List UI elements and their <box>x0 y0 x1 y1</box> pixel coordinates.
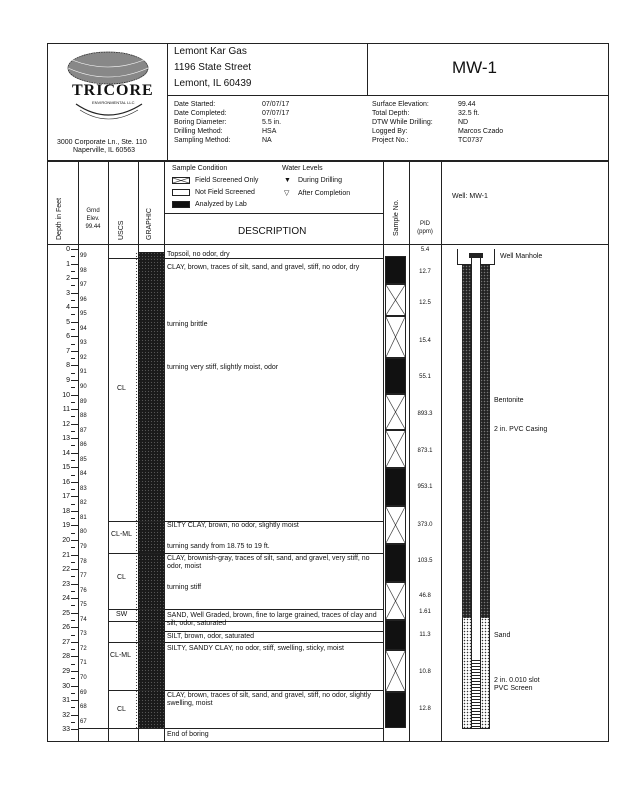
elevation-label: 93 <box>80 340 87 347</box>
depth-tick-label: 14 <box>62 449 70 457</box>
info-value: HSA <box>262 128 277 135</box>
depth-tick <box>71 395 78 396</box>
elevation-label: 83 <box>80 485 87 492</box>
depth-tick-label: 6 <box>66 333 70 341</box>
sample-interval <box>385 316 406 358</box>
depth-minor-tick <box>71 373 75 374</box>
depth-minor-tick <box>71 707 75 708</box>
elevation-label: 96 <box>80 296 87 303</box>
depth-tick <box>71 555 78 556</box>
well-bottom <box>462 728 490 729</box>
depth-tick-label: 24 <box>62 595 70 603</box>
col-line <box>383 161 384 742</box>
depth-tick-label: 31 <box>62 697 70 705</box>
well-id-title: MW-1 <box>452 58 498 77</box>
depth-minor-tick <box>71 533 75 534</box>
depth-tick-label: 30 <box>62 682 70 690</box>
depth-tick <box>71 656 78 657</box>
pid-value: 1.61 <box>419 609 431 615</box>
depth-minor-tick <box>71 271 75 272</box>
elevation-label: 71 <box>80 660 87 667</box>
column-header-bottom <box>47 244 609 245</box>
layer-boundary <box>164 631 383 632</box>
depth-minor-tick <box>71 649 75 650</box>
depth-tick <box>71 453 78 454</box>
depth-tick-label: 13 <box>62 435 70 443</box>
pid-value: 12.5 <box>419 300 431 306</box>
description-text: CLAY, brownish-gray, traces of silt, sand, and gravel, very stiff, no odor, moist <box>167 555 370 570</box>
depth-tick-label: 19 <box>62 522 70 530</box>
depth-tick <box>71 351 78 352</box>
elevation-label: 79 <box>80 544 87 550</box>
depth-tick <box>71 380 78 381</box>
site-name: Lemont Kar Gas <box>174 46 247 57</box>
well-screen <box>471 658 481 728</box>
elevation-label: 82 <box>80 500 87 507</box>
company-address-2: Naperville, IL 60563 <box>73 147 136 154</box>
col-elev-title: Grnd Elev. 99.44 <box>85 208 101 230</box>
info-label: DTW While Drilling: <box>372 119 433 126</box>
depth-minor-tick <box>71 402 75 403</box>
depth-minor-tick <box>71 416 75 417</box>
depth-tick <box>71 715 78 716</box>
description-text: turning sandy from 18.75 to 19 ft. <box>167 543 270 550</box>
depth-minor-tick <box>71 475 75 476</box>
depth-tick-label: 16 <box>62 478 70 486</box>
logo-text: TRICORE <box>72 82 154 99</box>
company-address-1: 3000 Corporate Ln., Ste. 110 <box>57 139 147 146</box>
legend-bottom <box>164 213 383 214</box>
triangle-down-outline-icon: ▽ <box>284 190 290 197</box>
depth-tick-label: 8 <box>66 362 70 370</box>
depth-minor-tick <box>71 635 75 636</box>
depth-minor-tick <box>71 562 75 563</box>
depth-tick-label: 1 <box>66 260 70 268</box>
info-value: NA <box>262 137 272 144</box>
logo-subtext: ENVIRONMENTAL LLC <box>92 100 135 105</box>
elevation-label: 90 <box>80 383 87 390</box>
depth-tick-label: 9 <box>66 376 70 384</box>
sample-interval <box>385 620 406 650</box>
depth-tick-label: 7 <box>66 347 70 355</box>
depth-minor-tick <box>71 504 75 505</box>
pid-value: 893.3 <box>417 411 433 417</box>
description-text: CLAY, brown, traces of silt, sand, and gravel, stiff, no odor, slightly swelling, moist <box>167 692 371 707</box>
info-label: Logged By: <box>372 128 408 135</box>
depth-minor-tick <box>71 431 75 432</box>
pid-value: 103.5 <box>417 558 433 564</box>
depth-tick <box>71 424 78 425</box>
elevation-label: 97 <box>80 282 87 289</box>
elevation-label: 98 <box>80 267 87 274</box>
pid-value: 55.1 <box>419 374 431 380</box>
sample-interval <box>385 468 406 506</box>
col-depth-title: Depth in Feet <box>56 197 63 240</box>
uscs-label: CL-ML <box>111 531 133 538</box>
col-sample-title: Sample No. <box>393 199 400 236</box>
well-casing <box>471 258 481 658</box>
depth-minor-tick <box>71 387 75 388</box>
depth-tick-label: 29 <box>62 667 70 675</box>
depth-tick-label: 4 <box>66 304 70 312</box>
sample-interval <box>385 544 406 582</box>
col-well-title: Well: MW-1 <box>452 193 488 200</box>
legend-not-screened: Not Field Screened <box>195 189 255 196</box>
elevation-label: 84 <box>80 471 87 478</box>
depth-tick-label: 27 <box>62 638 70 646</box>
depth-tick <box>71 598 78 599</box>
description-text: End of boring <box>167 731 209 738</box>
sample-interval <box>385 650 406 692</box>
col-pid-title: PID (ppm) <box>417 221 433 235</box>
elevation-label: 67 <box>80 718 87 725</box>
depth-minor-tick <box>71 256 75 257</box>
elevation-label: 76 <box>80 587 87 594</box>
sample-interval <box>385 358 406 394</box>
legend-analyzed: Analyzed by Lab <box>195 201 247 208</box>
elevation-label: 74 <box>80 616 87 623</box>
depth-tick-label: 17 <box>62 493 70 501</box>
info-value: 32.5 ft. <box>458 110 480 117</box>
uscs-label: CL <box>117 385 126 392</box>
depth-minor-tick <box>71 489 75 490</box>
uscs-label: SW <box>116 611 128 618</box>
site-city: Lemont, IL 60439 <box>174 78 252 89</box>
depth-tick <box>71 438 78 439</box>
depth-tick <box>71 613 78 614</box>
legend-water-after: After Completion <box>298 190 351 197</box>
depth-tick <box>71 584 78 585</box>
col-line <box>108 161 109 742</box>
depth-tick <box>71 540 78 541</box>
depth-tick-label: 23 <box>62 580 70 588</box>
depth-tick-label: 26 <box>62 624 70 632</box>
depth-tick <box>71 686 78 687</box>
info-label: Date Completed: <box>174 110 227 117</box>
col-line <box>164 161 165 742</box>
elevation-label: 70 <box>80 674 87 681</box>
depth-tick <box>71 511 78 512</box>
triangle-down-filled-icon: ▼ <box>284 177 291 184</box>
depth-tick <box>71 409 78 410</box>
depth-tick-label: 20 <box>62 537 70 544</box>
sample-interval <box>385 692 406 728</box>
pid-value: 10.8 <box>419 669 431 675</box>
depth-tick <box>71 336 78 337</box>
legend-sample-title: Sample Condition <box>172 165 228 172</box>
depth-tick-label: 18 <box>62 507 70 515</box>
depth-tick <box>71 322 78 323</box>
depth-tick-label: 10 <box>62 391 70 399</box>
depth-tick <box>71 496 78 497</box>
pid-value: 12.7 <box>419 269 431 275</box>
layer-boundary <box>78 728 383 729</box>
col-description-title: DESCRIPTION <box>238 226 307 237</box>
info-label: Project No.: <box>372 137 409 144</box>
depth-minor-tick <box>71 678 75 679</box>
well-label-screen: 2 in. 0.010 slot <box>494 677 540 684</box>
depth-minor-tick <box>71 445 75 446</box>
depth-tick <box>71 627 78 628</box>
depth-tick <box>71 365 78 366</box>
description-text: Topsoil, no odor, dry <box>167 251 230 258</box>
soil-graphic-left-edge <box>135 252 139 728</box>
company-logo <box>58 46 158 132</box>
legend-analyzed-swatch <box>172 201 190 208</box>
description-text: SILT, brown, odor, saturated <box>167 633 255 640</box>
depth-minor-tick <box>71 358 75 359</box>
depth-tick <box>71 525 78 526</box>
depth-tick-label: 22 <box>62 566 70 574</box>
depth-tick-label: 0 <box>66 246 70 253</box>
well-label-bentonite: Bentonite <box>494 397 524 404</box>
info-label: Boring Diameter: <box>174 119 227 126</box>
depth-tick-label: 12 <box>62 420 70 428</box>
layer-boundary <box>108 642 383 643</box>
depth-tick <box>71 482 78 483</box>
info-value: TC0737 <box>458 137 483 144</box>
col-graphic-title: GRAPHIC <box>146 208 153 240</box>
soil-graphic-column <box>138 252 164 728</box>
col-line <box>441 161 442 742</box>
pid-value: 953.1 <box>417 484 433 490</box>
elevation-label: 78 <box>80 558 87 565</box>
depth-tick <box>71 307 78 308</box>
depth-minor-tick <box>71 722 75 723</box>
info-value: 5.5 in. <box>262 119 282 126</box>
depth-tick-label: 32 <box>62 711 70 719</box>
elevation-label: 88 <box>80 413 87 420</box>
layer-boundary <box>108 553 383 554</box>
elevation-label: 75 <box>80 602 87 609</box>
well-label-screen: PVC Screen <box>494 685 533 692</box>
layer-boundary <box>108 690 383 691</box>
info-value: Marcos Czado <box>458 128 504 135</box>
elevation-label: 86 <box>80 442 87 449</box>
depth-tick <box>71 249 78 250</box>
sample-interval <box>385 506 406 544</box>
elevation-label: 92 <box>80 354 87 361</box>
description-text: CLAY, brown, traces of silt, sand, and gravel, stiff, no odor, dry <box>167 264 360 271</box>
depth-tick <box>71 729 78 730</box>
depth-minor-tick <box>71 460 75 461</box>
pid-value: 373.0 <box>417 522 433 528</box>
description-text: turning very stiff, slightly moist, odor <box>167 364 279 371</box>
sample-interval <box>385 256 406 284</box>
elevation-label: 77 <box>80 573 87 580</box>
depth-minor-tick <box>71 300 75 301</box>
info-label: Total Depth: <box>372 110 410 117</box>
info-label: Drilling Method: <box>174 128 223 135</box>
depth-tick <box>71 278 78 279</box>
well-label-manhole: Well Manhole <box>500 253 543 260</box>
depth-minor-tick <box>71 591 75 592</box>
uscs-label: CL <box>117 574 126 581</box>
elevation-label: 91 <box>80 369 87 376</box>
elevation-label: 68 <box>80 704 87 711</box>
elevation-label: 99 <box>80 253 87 259</box>
sample-interval <box>385 430 406 468</box>
sample-interval <box>385 582 406 620</box>
depth-minor-tick <box>71 285 75 286</box>
info-value: 99.44 <box>458 101 476 108</box>
depth-tick-label: 25 <box>62 609 70 617</box>
pid-value: 873.1 <box>417 448 433 454</box>
uscs-label: CL-ML <box>110 652 132 659</box>
site-street: 1196 State Street <box>174 62 252 73</box>
uscs-label: CL <box>117 706 126 713</box>
elevation-label: 89 <box>80 398 87 405</box>
pid-value: 46.8 <box>419 593 431 599</box>
depth-tick <box>71 642 78 643</box>
depth-minor-tick <box>71 693 75 694</box>
col-line <box>78 161 79 742</box>
depth-tick-label: 15 <box>62 464 70 472</box>
elevation-label: 85 <box>80 456 87 463</box>
log-frame <box>47 161 609 742</box>
depth-tick <box>71 569 78 570</box>
info-value: 07/07/17 <box>262 101 290 108</box>
depth-minor-tick <box>71 518 75 519</box>
depth-minor-tick <box>71 314 75 315</box>
layer-boundary <box>108 609 383 610</box>
elevation-label: 81 <box>80 514 87 521</box>
legend-field-screened: Field Screened Only <box>195 177 259 184</box>
depth-tick <box>71 671 78 672</box>
sample-interval <box>385 284 406 316</box>
elevation-label: 94 <box>80 325 87 332</box>
legend-not-screened-swatch <box>172 189 190 196</box>
depth-tick-label: 11 <box>62 406 70 414</box>
depth-tick <box>71 467 78 468</box>
depth-tick-label: 21 <box>62 551 70 559</box>
description-text: turning stiff <box>167 584 202 591</box>
col-line <box>409 161 410 742</box>
well-label-sand: Sand <box>494 632 511 639</box>
info-label: Date Started: <box>174 101 216 108</box>
depth-minor-tick <box>71 664 75 665</box>
legend-water-title: Water Levels <box>282 165 323 172</box>
depth-tick <box>71 700 78 701</box>
depth-tick <box>71 293 78 294</box>
well-label-casing: 2 in. PVC Casing <box>494 426 548 433</box>
description-text: SAND, Well Graded, brown, fine to large grained, traces of clay and silt, odor, saturated <box>167 612 377 627</box>
header-divider-1 <box>167 43 168 161</box>
elevation-label: 80 <box>80 529 87 536</box>
elevation-label: 95 <box>80 311 87 318</box>
elevation-label: 73 <box>80 631 87 638</box>
elevation-label: 87 <box>80 427 87 434</box>
depth-minor-tick <box>71 547 75 548</box>
col-uscs-title: USCS <box>118 220 125 240</box>
depth-tick-label: 33 <box>62 726 70 734</box>
elevation-label: 72 <box>80 645 87 652</box>
depth-tick-label: 28 <box>62 653 70 661</box>
description-text: SILTY, SANDY CLAY, no odor, stiff, swelling, sticky, moist <box>167 645 344 652</box>
info-value: 07/07/17 <box>262 110 290 117</box>
header-divider-2 <box>367 43 368 95</box>
pid-value: 12.8 <box>419 706 431 712</box>
header-divider-3 <box>167 95 609 96</box>
legend-field-screened-swatch <box>172 177 190 184</box>
depth-minor-tick <box>71 605 75 606</box>
depth-minor-tick <box>71 620 75 621</box>
elevation-label: 69 <box>80 689 87 696</box>
info-value: ND <box>458 119 469 126</box>
depth-minor-tick <box>71 344 75 345</box>
depth-tick-label: 2 <box>66 275 70 283</box>
depth-tick-label: 5 <box>66 318 70 326</box>
description-text: turning brittle <box>167 321 208 328</box>
pid-value: 11.3 <box>419 632 431 638</box>
sample-interval <box>385 394 406 430</box>
pid-value: 5.4 <box>420 247 430 253</box>
depth-minor-tick <box>71 329 75 330</box>
info-label: Surface Elevation: <box>372 101 429 108</box>
description-text: SILTY CLAY, brown, no odor, slightly moist <box>167 522 299 529</box>
pid-value: 15.4 <box>419 338 431 344</box>
info-label: Sampling Method: <box>174 137 231 144</box>
depth-minor-tick <box>71 576 75 577</box>
depth-tick-label: 3 <box>66 289 70 297</box>
depth-tick <box>71 264 78 265</box>
legend-water-during: During Drilling <box>298 177 342 184</box>
